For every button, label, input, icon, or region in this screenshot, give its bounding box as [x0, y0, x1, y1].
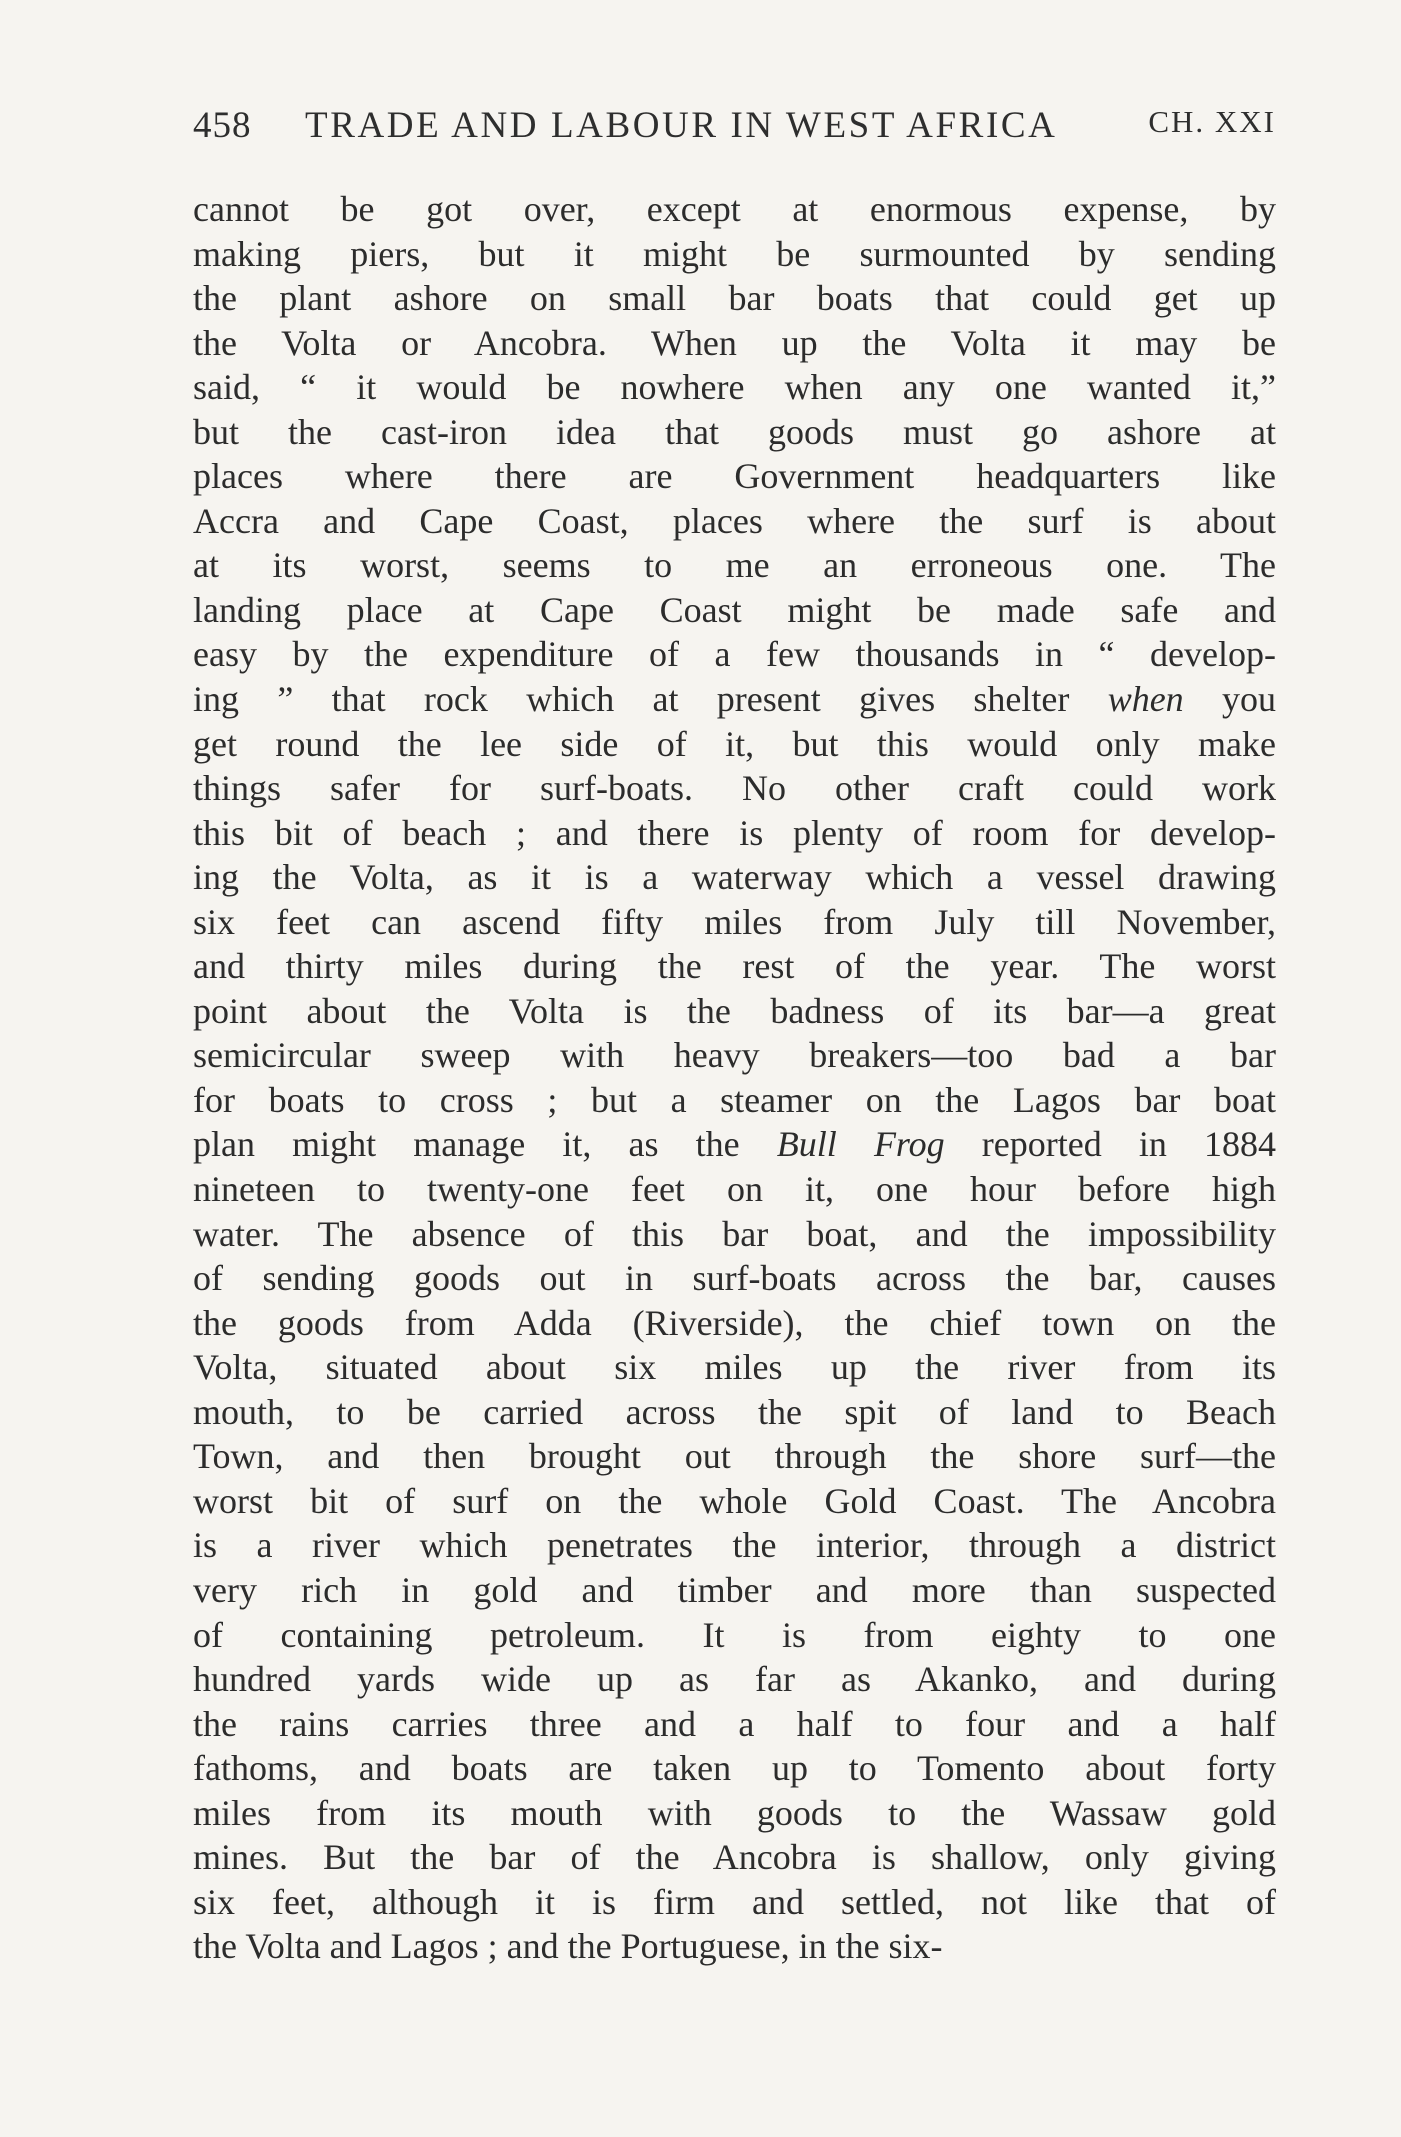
- body-text: [193, 187, 1276, 1969]
- text-line: ing the Volta, as it is a waterway which a vessel drawing: [193, 857, 1276, 898]
- text-line: the rains carries three and a half to four and a half: [193, 1703, 1276, 1744]
- text-line: places where there are Government headquarters like: [193, 456, 1276, 497]
- page-number: 458: [193, 105, 252, 146]
- text-line: the Volta and Lagos ; and the Portuguese, in the six-: [193, 1926, 943, 1967]
- text-line: mouth, to be carried across the spit of land to Beach: [193, 1391, 1276, 1432]
- text-line: Town, and then brought out through the shore surf—the: [193, 1436, 1276, 1477]
- text-line: hundred yards wide up as far as Akanko, and during: [193, 1659, 1276, 1700]
- text-line: the Volta or Ancobra. When up the Volta it may be: [193, 322, 1276, 363]
- italic-ship-name: Bull Frog: [776, 1124, 945, 1165]
- text-line: for boats to cross ; but a steamer on the Lagos bar boat: [193, 1079, 1276, 1120]
- text-line: worst bit of surf on the whole Gold Coast. The Ancobra: [193, 1480, 1276, 1521]
- text-line: the goods from Adda (Riverside), the chief town on the: [193, 1302, 1276, 1343]
- running-head: [193, 104, 1276, 164]
- line-text-before: plan might manage it, as the: [193, 1124, 777, 1165]
- text-line: easy by the expenditure of a few thousands in “ develop-: [193, 634, 1276, 675]
- text-line: nineteen to twenty-one feet on it, one hour before high: [193, 1169, 1276, 1210]
- text-line: miles from its mouth with goods to the Wassaw gold: [193, 1792, 1276, 1833]
- text-line: is a river which penetrates the interior, through a district: [193, 1525, 1276, 1566]
- text-line: the plant ashore on small bar boats that could get up: [193, 278, 1276, 319]
- chapter-label: CH. XXI: [1148, 104, 1276, 139]
- text-line: get round the lee side of it, but this would only make: [193, 723, 1276, 764]
- text-line: six feet, although it is firm and settled, not like that of: [193, 1881, 1276, 1922]
- text-line: water. The absence of this bar boat, and the impossibility: [193, 1213, 1276, 1254]
- line-text-after: you: [1183, 679, 1277, 720]
- text-line: of containing petroleum. It is from eighty to one: [193, 1614, 1276, 1655]
- text-line: things safer for surf-boats. No other craft could work: [193, 768, 1276, 809]
- running-title: TRADE AND LABOUR IN WEST AFRICA: [305, 105, 1058, 146]
- text-line: very rich in gold and timber and more than suspected: [193, 1569, 1276, 1610]
- text-line: [193, 677, 1276, 722]
- text-line: fathoms, and boats are taken up to Tomento about forty: [193, 1748, 1276, 1789]
- text-line: landing place at Cape Coast might be made safe and: [193, 589, 1276, 630]
- text-line: this bit of beach ; and there is plenty of room for develop-: [193, 812, 1276, 853]
- text-line: at its worst, seems to me an erroneous one. The: [193, 545, 1276, 586]
- text-line: [193, 1122, 1276, 1167]
- italic-word: when: [1107, 679, 1184, 720]
- text-line: making piers, but it might be surmounted by sending: [193, 233, 1276, 274]
- text-line: Volta, situated about six miles up the river from its: [193, 1347, 1276, 1388]
- text-line: of sending goods out in surf-boats across the bar, causes: [193, 1258, 1276, 1299]
- text-line: and thirty miles during the rest of the year. The worst: [193, 946, 1276, 987]
- text-line: semicircular sweep with heavy breakers—too bad a bar: [193, 1035, 1276, 1076]
- text-line: Accra and Cape Coast, places where the surf is about: [193, 500, 1276, 541]
- text-line: cannot be got over, except at enormous expense, by: [193, 189, 1276, 229]
- line-text-after: reported in 1884: [944, 1124, 1276, 1165]
- line-text-before: ing ” that rock which at present gives shelter: [193, 679, 1108, 720]
- text-line: six feet can ascend fifty miles from July till November,: [193, 901, 1276, 942]
- text-line: but the cast-iron idea that goods must go ashore at: [193, 411, 1276, 452]
- text-line: point about the Volta is the badness of its bar—a great: [193, 990, 1276, 1031]
- text-line: mines. But the bar of the Ancobra is shallow, only giving: [193, 1837, 1276, 1878]
- text-line: said, “ it would be nowhere when any one wanted it,”: [193, 367, 1276, 408]
